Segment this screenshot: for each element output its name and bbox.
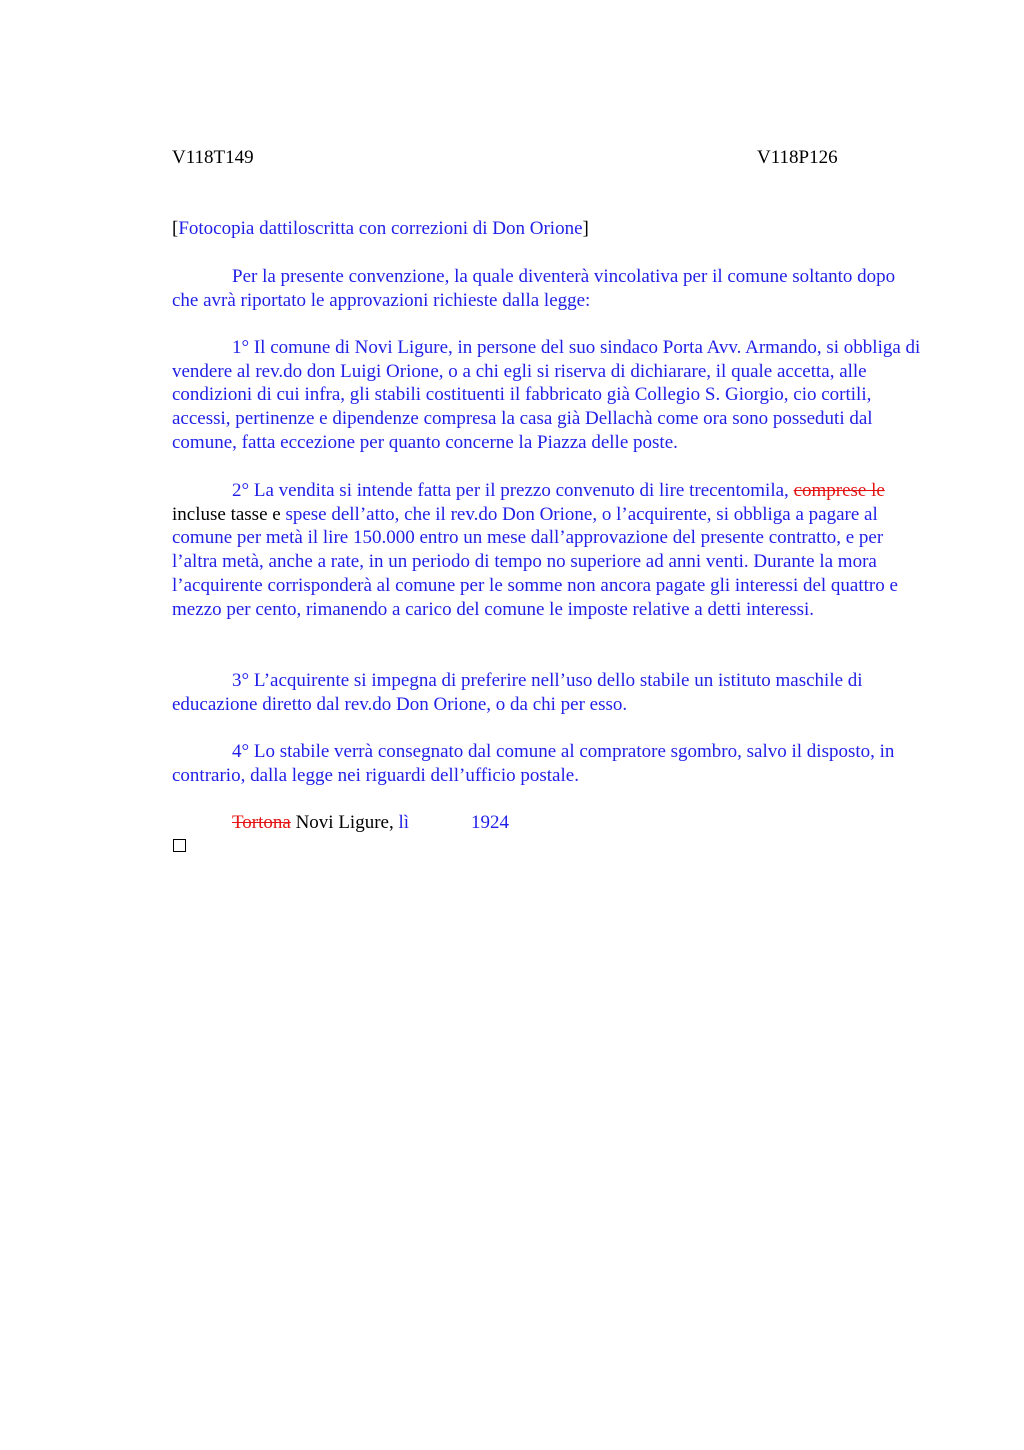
clause-2-paragraph bbox=[172, 479, 922, 621]
left-archive-code: V118T149 bbox=[172, 147, 254, 168]
right-archive-code: V118P126 bbox=[757, 147, 838, 168]
dateline bbox=[172, 811, 922, 835]
clause-3-paragraph: 3° L’acquirente si impegna di preferire nell’uso dello stabile un istituto maschile di educazione diretto dal rev.do Don Orione, o da chi per esso. bbox=[172, 670, 863, 715]
editorial-note bbox=[172, 217, 922, 241]
dateline-deleted-place: Tortona bbox=[232, 812, 291, 833]
clause-2-text-end: spese dell’atto, che il rev.do Don Orione, o l’acquirente, si obbliga a pagare al comune per metà il lire 150.000 entro un mese dall’approvazione del presente contratto, e per l’altra metà, anche a rate, in un periodo di tempo no superiore ad anni venti. Durante la mora l’acquirente corrisponderà al comune per le somme non ancora pagate gli interessi del quattro e mezzo per cento, rimanendo a carico del comune le imposte relative a detti interessi. bbox=[172, 503, 898, 620]
dateline-inserted-place: Novi Ligure, bbox=[290, 812, 394, 833]
empty-box-symbol bbox=[173, 839, 186, 852]
intro-paragraph: Per la presente convenzione, la quale diventerà vincolativa per il comune soltanto dopo che avrà riportato le approvazioni richieste dalla legge: bbox=[172, 266, 896, 311]
note-text: Fotocopia dattiloscritta con correzioni di Don Orione bbox=[178, 218, 583, 239]
dateline-year: 1924 bbox=[471, 812, 510, 833]
note-close-bracket: ] bbox=[582, 218, 589, 239]
dateline-li: lì bbox=[393, 812, 410, 833]
clause-2-inserted-words: incluse tasse e bbox=[172, 503, 286, 525]
clause-2-text-start: 2° La vendita si intende fatta per il prezzo convenuto di lire trecentomila, bbox=[232, 480, 794, 501]
clause-2-deleted-words: comprese le bbox=[793, 480, 885, 501]
note-open-bracket: [ bbox=[172, 218, 179, 239]
clause-1-paragraph: 1° Il comune di Novi Ligure, in persone del suo sindaco Porta Avv. Armando, si obbliga di vendere al rev.do don Luigi Orione, o a chi egli si riserva di dichiarare, il quale accetta, alle condizioni di cui infra, gli stabili costituenti il fabbricato già Collegio S. Giorgio, cio cortili, accessi, pertinenze e dipendenze compresa la casa già Dellachà come ora sono posseduti dal comune, fatta eccezione per quanto concerne la Piazza delle poste. bbox=[172, 337, 921, 453]
clause-4-paragraph: 4° Lo stabile verrà consegnato dal comune al compratore sgombro, salvo il disposto, in contrario, dalla legge nei riguardi dell’ufficio postale. bbox=[172, 741, 895, 786]
